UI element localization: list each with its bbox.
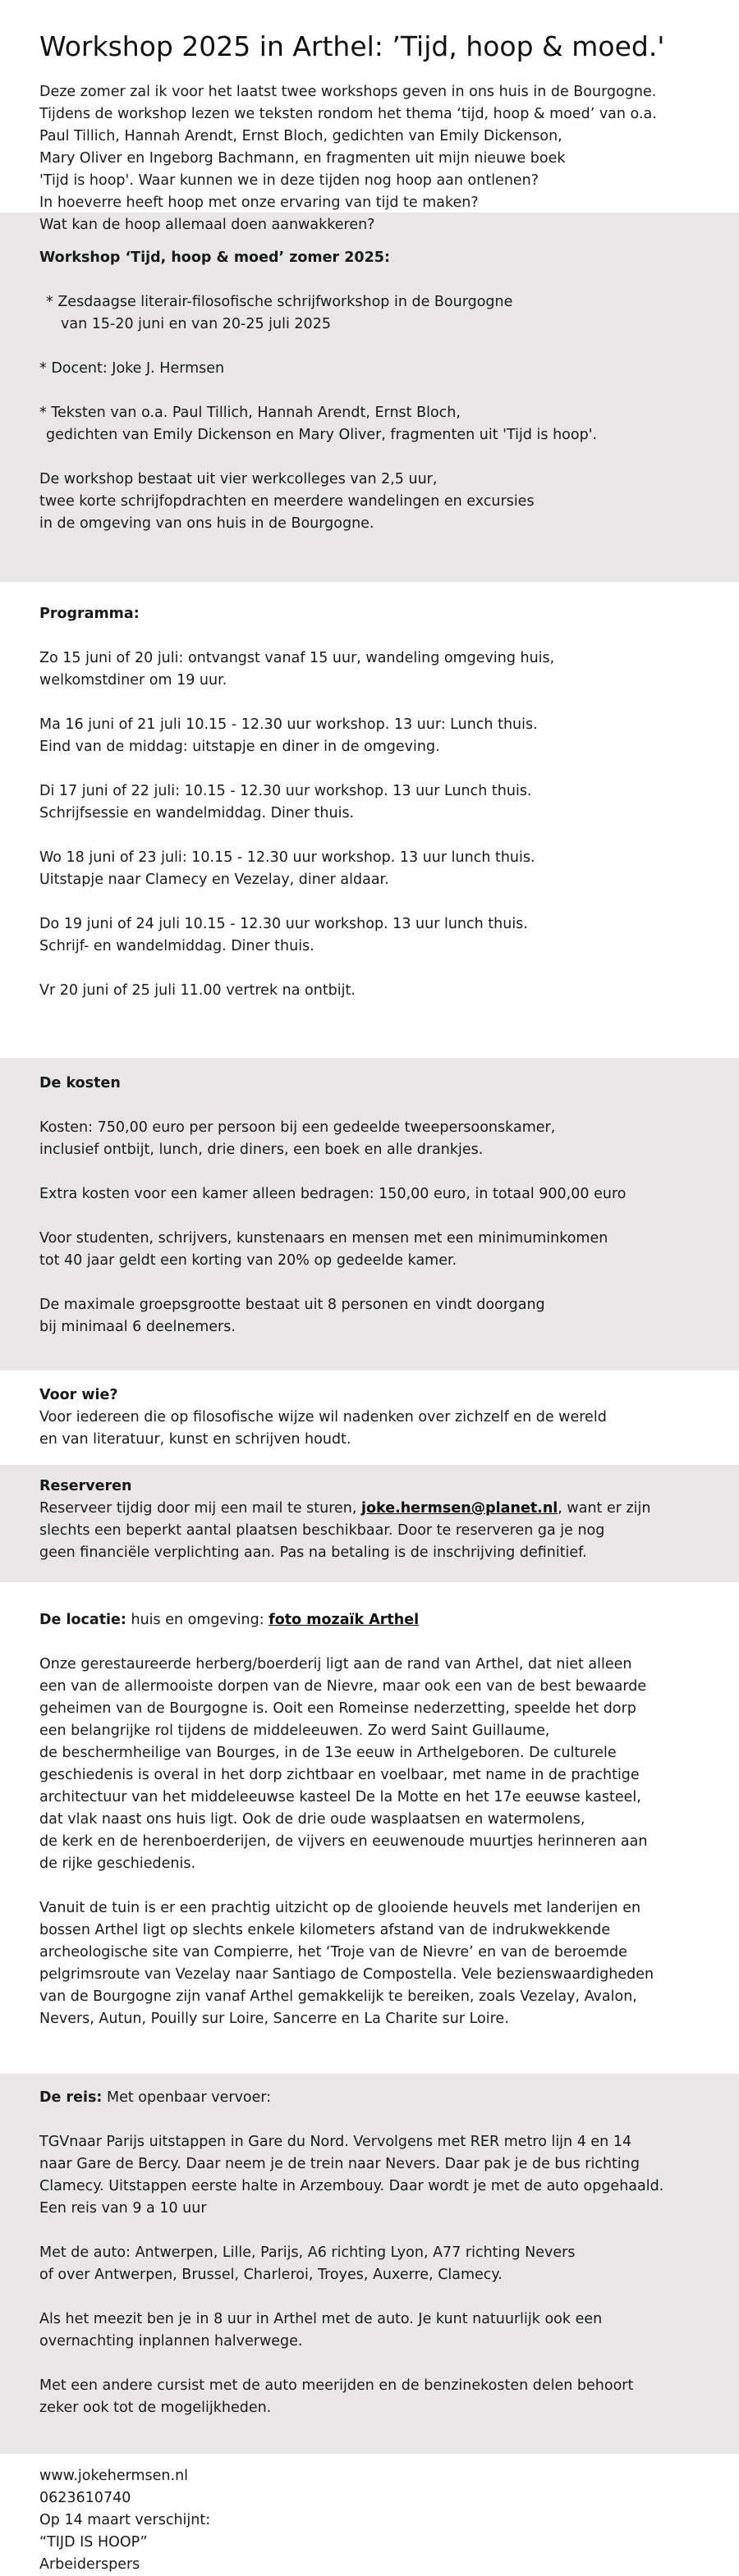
reserveren-section — [0, 1465, 739, 1582]
intro-line: Deze zomer zal ik voor het laatst twee workshops geven in ons huis in de Bourgogne. — [39, 84, 657, 100]
programma-day-line: Schrijf- en wandelmiddag. Diner thuis. — [39, 938, 314, 954]
locatie-heading-line — [39, 1609, 700, 1631]
kosten-line: Voor studenten, schrijvers, kunstenaars en mensen met een minimuminkomen — [39, 1230, 608, 1247]
summary-desc-line: in de omgeving van ons huis in de Bourgogne. — [39, 515, 374, 532]
page-title: Workshop 2025 in Arthel: ’Tijd, hoop & moed.' — [39, 30, 665, 62]
book-title: “TIJD IS HOOP” — [39, 2534, 148, 2551]
locatie-line: de beschermheilige van Bourges, in de 13e eeuw in Arthelgeboren. De culturele — [39, 1745, 617, 1761]
voorwie-heading: Voor wie? — [39, 1387, 118, 1403]
programma-section — [0, 582, 739, 1058]
programma-day-line: Uitstapje naar Clamecy en Vezelay, diner aldaar. — [39, 872, 389, 888]
locatie-line: de kerk en de herenboerderijen, de vijvers en eeuwenoude muurtjes herinneren aan — [39, 1833, 648, 1850]
reis-heading-rest: Met openbaar vervoer: — [102, 2089, 272, 2106]
kosten-line: Kosten: 750,00 euro per persoon bij een gedeelde tweepersoonskamer, — [39, 1119, 556, 1136]
programma-day-line: Di 17 juni of 22 juli: 10.15 - 12.30 uur workshop. 13 uur Lunch thuis. — [39, 783, 532, 799]
summary-heading: Workshop ‘Tijd, hoop & moed’ zomer 2025: — [39, 249, 390, 266]
publisher: Arbeiderspers — [39, 2556, 140, 2573]
header-section — [0, 0, 739, 233]
locatie-line: architectuur van het middeleeuwse kasteel De la Motte en het 17e eeuwse kasteel, — [39, 1789, 641, 1805]
locatie-line: van de Bourgogne zijn vanaf Arthel gemakkelijk te bereiken, zoals Vezelay, Avalon, — [39, 1988, 637, 2005]
summary-bullet: * Zesdaagse literair-filosofische schrijfworkshop in de Bourgogne — [46, 294, 513, 310]
locatie-line: pelgrimsroute van Vezelay naar Santiago de Compostella. Vele bezienswaardigheden — [39, 1966, 654, 1983]
intro-line: Tijdens de workshop lezen we teksten rondom het thema ‘tijd, hoop & moed’ van o.a. — [39, 106, 657, 122]
summary-desc-line: De workshop bestaat uit vier werkcolleges van 2,5 uur, — [39, 471, 438, 487]
reis-line: Met de auto: Antwerpen, Lille, Parijs, A6 richting Lyon, A77 richting Nevers — [39, 2244, 576, 2261]
reis-heading: De reis: — [39, 2089, 103, 2106]
summary-bullet-continuation: van 15-20 juni en van 20-25 juli 2025 — [61, 316, 331, 332]
intro-line: 'Tijd is hoop'. Waar kunnen we in deze tijden nog hoop aan ontlenen? — [39, 172, 539, 189]
locatie-heading: De locatie: — [39, 1612, 126, 1628]
reserveren-line: geen financiële verplichting aan. Pas na betaling is de inschrijving definitief. — [39, 1544, 587, 1561]
intro-line: Wat kan de hoop allemaal doen aanwakkeren? — [39, 217, 375, 233]
summary-bullet-continuation: gedichten van Emily Dickenson en Mary Oliver, fragmenten uit 'Tijd is hoop'. — [46, 427, 598, 443]
programma-day-line: Eind van de middag: uitstapje en diner in de omgeving. — [39, 739, 440, 755]
locatie-line: bossen Arthel ligt op slechts enkele kilometers afstand van de indrukwekkende — [39, 1922, 611, 1938]
locatie-line: Onze gerestaureerde herberg/boerderij ligt aan de rand van Arthel, dat niet alleen — [39, 1656, 632, 1672]
programma-day-line: Schrijfsessie en wandelmiddag. Diner thuis. — [39, 805, 355, 821]
kosten-line: bij minimaal 6 deelnemers. — [39, 1319, 236, 1335]
locatie-line: een belangrijke rol tijdens de middeleeuwen. Zo werd Saint Guillaume, — [39, 1723, 550, 1739]
programma-heading: Programma: — [39, 606, 140, 622]
reis-line: TGVnaar Parijs uitstappen in Gare du Nord. Vervolgens met RER metro lijn 4 en 14 — [39, 2134, 632, 2150]
programma-day-line: Zo 15 juni of 20 juli: ontvangst vanaf 15 uur, wandeling omgeving huis, — [39, 650, 555, 666]
kosten-line: Extra kosten voor een kamer alleen bedragen: 150,00 euro, in totaal 900,00 euro — [39, 1186, 627, 1202]
summary-bullet: * Teksten van o.a. Paul Tillich, Hannah Arendt, Ernst Bloch, — [39, 405, 461, 421]
intro-line: Mary Oliver en Ingeborg Bachmann, en fragmenten uit mijn nieuwe boek — [39, 150, 566, 167]
reserveren-text: Reserveer tijdig door mij een mail te sturen, — [39, 1500, 362, 1517]
reis-line: Met een andere cursist met de auto meerijden en de benzinekosten delen behoort — [39, 2377, 634, 2394]
locatie-line: dat vlak naast ons huis ligt. Ook de drie oude wasplaatsen en watermolens, — [39, 1811, 585, 1828]
reis-line: zeker ook tot de mogelijkheden. — [39, 2400, 272, 2416]
website-link[interactable]: www.jokehermsen.nl — [39, 2468, 189, 2484]
locatie-line: archeologische site van Compierre, het ‘Troje van de Nievre’ en van de beroemde — [39, 1944, 627, 1961]
kosten-line: inclusief ontbijt, lunch, drie diners, een boek en alle drankjes. — [39, 1142, 484, 1158]
locatie-section — [0, 1582, 739, 2074]
summary-section — [0, 213, 739, 582]
reis-line: Als het meezit ben je in 8 uur in Arthel met de auto. Je kunt natuurlijk ook een — [39, 2311, 603, 2327]
locatie-line: de rijke geschiedenis. — [39, 1855, 196, 1872]
locatie-line: geheimen van de Bourgogne is. Ooit een Romeinse nederzetting, speelde het dorp — [39, 1700, 636, 1717]
footer-announcement: Op 14 maart verschijnt: — [39, 2512, 211, 2528]
programma-day-line: Wo 18 juni of 23 juli: 10.15 - 12.30 uur workshop. 13 uur lunch thuis. — [39, 849, 535, 866]
footer-section — [0, 2454, 739, 2573]
kosten-line: De maximale groepsgrootte bestaat uit 8 personen en vindt doorgang — [39, 1297, 545, 1313]
photo-mosaic-link[interactable]: foto mozaïk Arthel — [269, 1612, 420, 1628]
locatie-line: Vanuit de tuin is er een prachtig uitzicht op de glooiende heuvels met landerijen en — [39, 1900, 641, 1916]
locatie-line: een van de allermooiste dorpen van de Nievre, maar ook een van de best bewaarde — [39, 1678, 647, 1695]
locatie-line: Nevers, Autun, Pouilly sur Loire, Sancerre en La Charite sur Loire. — [39, 2011, 509, 2027]
reis-line: Clamecy. Uitstappen eerste halte in Arzembouy. Daar wordt je met de auto opgehaald. — [39, 2178, 664, 2194]
reserveren-line: slechts een beperkt aantal plaatsen beschikbaar. Door te reserveren ga je nog — [39, 1522, 605, 1539]
programma-day-line: welkomstdiner om 19 uur. — [39, 672, 227, 689]
reis-heading-line — [39, 2087, 700, 2109]
locatie-line: geschiedenis is overal in het dorp zichtbaar en voelbaar, met name in de prachtige — [39, 1767, 640, 1783]
kosten-section — [0, 1058, 739, 1370]
reserveren-text: , want er zijn — [558, 1500, 651, 1517]
email-link[interactable]: joke.hermsen@planet.nl — [361, 1500, 558, 1517]
reis-line: of over Antwerpen, Brussel, Charleroi, Troyes, Auxerre, Clamecy. — [39, 2267, 503, 2283]
programma-day-line: Do 19 juni of 24 juli 10.15 - 12.30 uur workshop. 13 uur lunch thuis. — [39, 916, 528, 932]
summary-desc-line: twee korte schrijfopdrachten en meerdere wandelingen en excursies — [39, 493, 535, 510]
locatie-heading-rest: huis en omgeving: — [126, 1612, 269, 1628]
voorwie-line: en van literatuur, kunst en schrijven houdt. — [39, 1431, 351, 1448]
phone-number: 0623610740 — [39, 2490, 131, 2506]
reis-line: Een reis van 9 a 10 uur — [39, 2200, 207, 2217]
kosten-heading: De kosten — [39, 1075, 121, 1091]
reis-line: overnachting inplannen halverwege. — [39, 2333, 303, 2350]
voorwie-line: Voor iedereen die op filosofische wijze wil nadenken over zichzelf en de wereld — [39, 1409, 607, 1425]
programma-day-line: Ma 16 juni of 21 juli 10.15 - 12.30 uur workshop. 13 uur: Lunch thuis. — [39, 716, 538, 733]
intro-line: In hoeverre heeft hoop met onze ervaring van tijd te maken? — [39, 194, 479, 211]
reis-line: naar Gare de Bercy. Daar neem je de trein naar Nevers. Daar pak je de bus richting — [39, 2156, 640, 2172]
reis-section — [0, 2074, 739, 2454]
summary-bullet: * Docent: Joke J. Hermsen — [39, 360, 225, 377]
reserveren-line — [39, 1498, 700, 1520]
reserveren-heading: Reserveren — [39, 1478, 132, 1494]
voorwie-section — [0, 1370, 739, 1465]
intro-line: Paul Tillich, Hannah Arendt, Ernst Bloch, gedichten van Emily Dickenson, — [39, 128, 562, 144]
programma-day-line: Vr 20 juni of 25 juli 11.00 vertrek na ontbijt. — [39, 982, 356, 999]
kosten-line: tot 40 jaar geldt een korting van 20% op gedeelde kamer. — [39, 1252, 457, 1269]
